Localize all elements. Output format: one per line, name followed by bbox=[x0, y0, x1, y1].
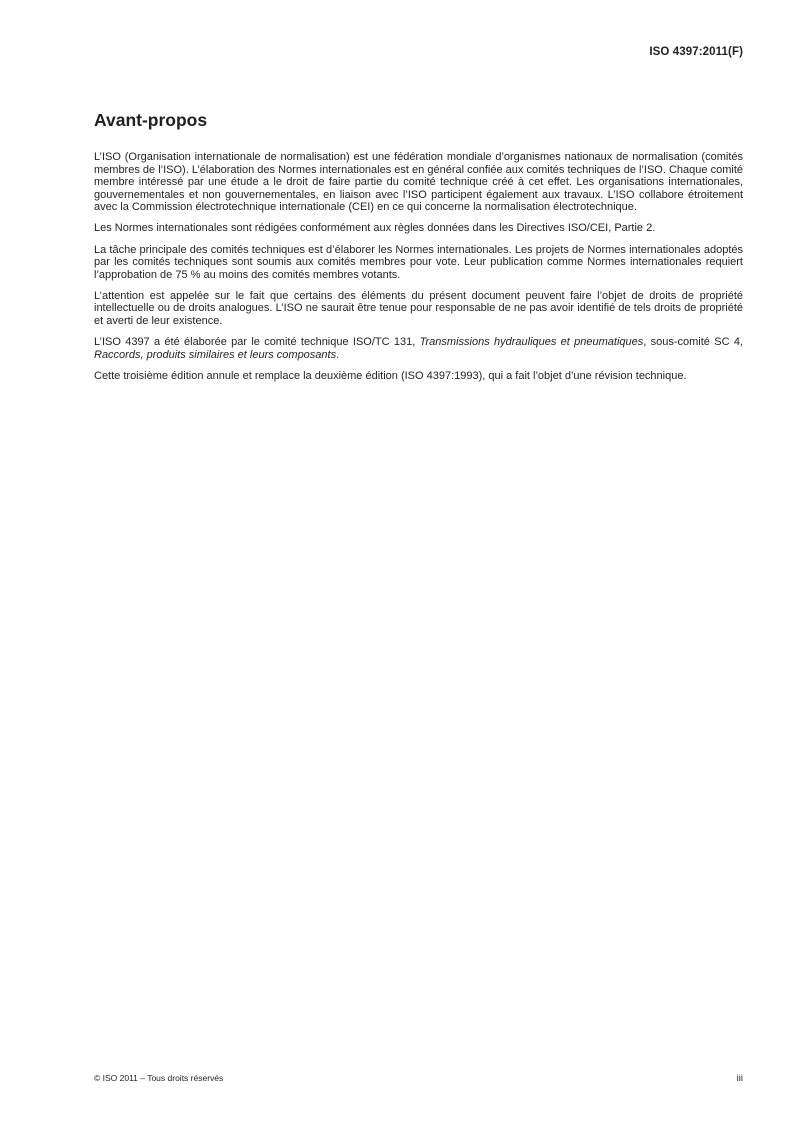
section-title: Avant-propos bbox=[94, 110, 208, 130]
attribution-text-1: L’ISO 4397 a été élaborée par le comité technique ISO/TC 131, bbox=[94, 336, 420, 349]
page-number: iii bbox=[736, 1073, 743, 1084]
document-id: ISO 4397:2011(F) bbox=[649, 46, 743, 58]
copyright-notice: © ISO 2011 – Tous droits réservés bbox=[94, 1073, 224, 1083]
paragraph-iso-overview: L’ISO (Organisation internationale de normalisation) est une fédération mondiale d’organismes nationaux de normalisation (comités membres de l’ISO). L’élaboration des Normes internationales est en général confiée aux comités techniques de l’ISO. Chaque comité membre intéressé par une étude a le droit de faire partie du comité technique créé à cet effet. Les organisations internationales, gouvernementales et non gouvernementales, en liaison avec l’ISO participent également aux travaux. L’ISO collabore étroitement avec la Commission électrotechnique internationale (CEI) en ce qui concerne la normalisation électrotechnique. bbox=[94, 151, 743, 214]
tc-title: Transmissions hydrauliques et pneumatiques bbox=[419, 336, 644, 349]
paragraph-technical-committees: La tâche principale des comités techniques est d’élaborer les Normes internationales. Les projets de Normes internationales adoptés par les comités techniques sont soumis aux comités membres pour vote. Leur publication comme Normes internationales requiert l’approbation de 75 % au moins des comités membres votants. bbox=[94, 243, 743, 281]
paragraph-edition-note: Cette troisième édition annule et remplace la deuxième édition (ISO 4397:1993), qui a fait l’objet d’une révision technique. bbox=[94, 369, 687, 382]
paragraph-directives: Les Normes internationales sont rédigées conformément aux règles données dans les Directives ISO/CEI, Partie 2. bbox=[94, 222, 656, 235]
foreword-body bbox=[94, 151, 743, 382]
paragraph-patent-rights: L’attention est appelée sur le fait que certains des éléments du présent document peuvent faire l’objet de droits de propriété intellectuelle ou de droits analogues. L’ISO ne saurait être tenue pour responsable de ne pas avoir identifié de tels droits de propriété et averti de leur existence. bbox=[94, 289, 743, 328]
sc-title: Raccords, produits similaires et leurs composants bbox=[94, 348, 337, 361]
page-footer bbox=[94, 1073, 743, 1084]
attribution-text-3: . bbox=[336, 348, 340, 361]
paragraph-committee-attribution bbox=[94, 336, 743, 361]
attribution-text-2: , sous-comité SC 4, bbox=[643, 336, 743, 349]
